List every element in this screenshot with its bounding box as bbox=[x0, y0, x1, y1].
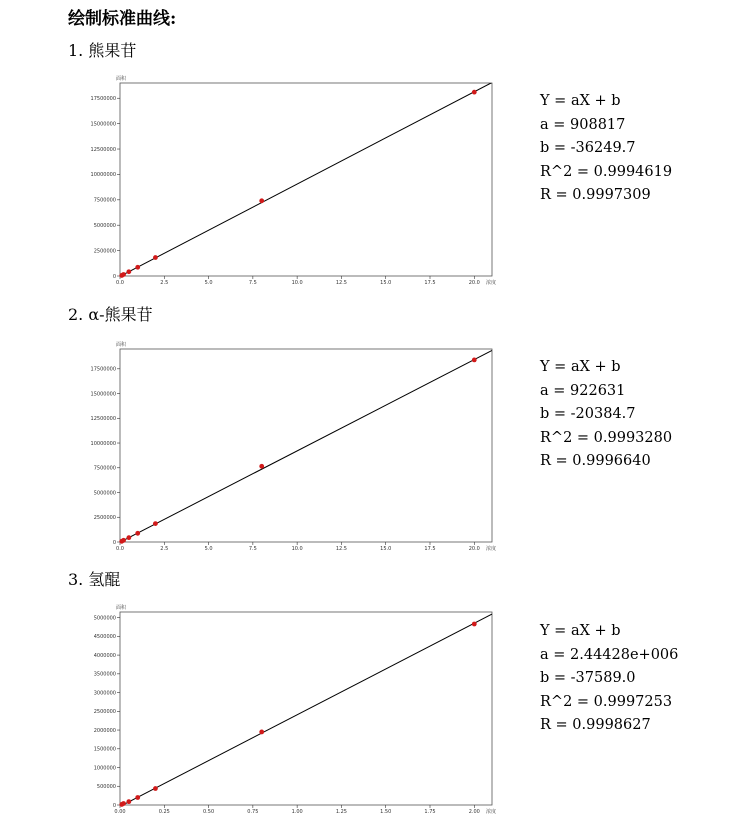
y-tick-label: 12500000 bbox=[90, 416, 116, 423]
y-tick-label: 500000 bbox=[96, 784, 116, 791]
stat-intercept: b = -36249.7 bbox=[540, 140, 636, 156]
y-tick-label: 2000000 bbox=[93, 727, 116, 734]
x-tick-label: 15.0 bbox=[380, 280, 392, 286]
x-axis-title: 浓度 bbox=[486, 280, 497, 286]
x-tick-label: 5.0 bbox=[204, 280, 213, 286]
section-heading-arbutin: 1. 熊果苷 bbox=[68, 41, 137, 60]
x-axis-title: 浓度 bbox=[486, 546, 497, 552]
chart-arbutin bbox=[86, 72, 506, 287]
data-point bbox=[259, 198, 264, 203]
y-tick-label: 17500000 bbox=[90, 366, 116, 373]
stats-alpha-arbutin bbox=[540, 356, 672, 474]
stat-r: R = 0.9997309 bbox=[540, 187, 651, 203]
y-tick-label: 0 bbox=[112, 273, 116, 280]
y-tick-label: 15000000 bbox=[90, 391, 116, 398]
x-tick-label: 2.5 bbox=[160, 280, 169, 286]
stat-slope: a = 2.44428e+006 bbox=[540, 646, 679, 663]
y-tick-label: 5000000 bbox=[93, 490, 116, 497]
stats-hydroquinone bbox=[540, 620, 678, 738]
stat-r-squared: R^2 = 0.9997253 bbox=[540, 693, 673, 710]
y-axis-title: 面积 bbox=[116, 605, 127, 611]
y-tick-label: 3500000 bbox=[93, 671, 116, 678]
y-tick-label: 4500000 bbox=[93, 634, 116, 641]
y-tick-label: 0 bbox=[112, 802, 116, 809]
stat-slope: a = 908817 bbox=[540, 116, 626, 133]
stat-r: R = 0.9998627 bbox=[540, 717, 651, 733]
y-tick-label: 4000000 bbox=[93, 652, 116, 659]
x-tick-label: 0.0 bbox=[116, 280, 124, 286]
data-point bbox=[153, 521, 158, 526]
chart-hydroquinone-svg bbox=[86, 601, 506, 816]
y-tick-label: 2500000 bbox=[93, 515, 116, 522]
y-tick-label: 1000000 bbox=[93, 765, 116, 772]
y-tick-label: 2500000 bbox=[93, 709, 116, 716]
data-point bbox=[472, 90, 477, 95]
data-point bbox=[135, 795, 140, 800]
x-tick-label: 17.5 bbox=[424, 546, 436, 552]
x-tick-label: 0.25 bbox=[158, 809, 170, 815]
y-tick-label: 3000000 bbox=[93, 690, 116, 697]
chart-hydroquinone bbox=[86, 601, 506, 816]
x-tick-label: 12.5 bbox=[335, 546, 347, 552]
data-point bbox=[153, 255, 158, 260]
x-tick-label: 5.0 bbox=[204, 546, 213, 552]
y-tick-label: 17500000 bbox=[90, 96, 116, 103]
section-heading-hydroquinone: 3. 氢醌 bbox=[68, 570, 121, 589]
y-tick-label: 0 bbox=[112, 539, 116, 546]
x-tick-label: 2.00 bbox=[468, 809, 480, 815]
data-point bbox=[135, 531, 140, 536]
data-point bbox=[126, 535, 131, 540]
y-tick-label: 1500000 bbox=[93, 746, 116, 753]
x-tick-label: 0.0 bbox=[116, 546, 124, 552]
data-point bbox=[126, 269, 131, 274]
y-tick-label: 2500000 bbox=[93, 248, 116, 255]
x-tick-label: 1.25 bbox=[335, 809, 347, 815]
x-tick-label: 10.0 bbox=[291, 546, 303, 552]
x-tick-label: 1.75 bbox=[424, 809, 436, 815]
y-tick-label: 12500000 bbox=[90, 146, 116, 153]
data-point bbox=[135, 265, 140, 270]
chart-arbutin-svg bbox=[86, 72, 506, 287]
data-point bbox=[472, 357, 477, 362]
x-tick-label: 0.00 bbox=[114, 809, 126, 815]
x-tick-label: 7.5 bbox=[248, 546, 257, 552]
y-tick-label: 7500000 bbox=[93, 197, 116, 204]
section-heading-alpha-arbutin: 2. α-熊果苷 bbox=[68, 305, 153, 324]
y-tick-label: 10000000 bbox=[90, 172, 116, 179]
chart-alpha-arbutin bbox=[86, 338, 506, 553]
stat-r-squared: R^2 = 0.9993280 bbox=[540, 429, 673, 446]
chart-alpha-arbutin-svg bbox=[86, 338, 506, 553]
stat-r-squared: R^2 = 0.9994619 bbox=[540, 163, 673, 180]
y-axis-title: 面积 bbox=[116, 76, 127, 82]
y-tick-label: 5000000 bbox=[93, 615, 116, 622]
x-tick-label: 1.50 bbox=[380, 809, 392, 815]
stat-equation: Y = aX + b bbox=[540, 93, 621, 109]
x-axis-title: 浓度 bbox=[486, 809, 497, 815]
data-point bbox=[121, 801, 126, 806]
data-point bbox=[126, 799, 131, 804]
y-tick-label: 5000000 bbox=[93, 223, 116, 230]
stat-intercept: b = -37589.0 bbox=[540, 670, 636, 686]
stat-r: R = 0.9996640 bbox=[540, 453, 651, 469]
y-axis-title: 面积 bbox=[116, 342, 127, 348]
data-point bbox=[259, 730, 264, 735]
x-tick-label: 20.0 bbox=[468, 546, 480, 552]
x-tick-label: 7.5 bbox=[248, 280, 257, 286]
stats-arbutin bbox=[540, 90, 672, 208]
y-tick-label: 10000000 bbox=[90, 440, 116, 447]
stat-intercept: b = -20384.7 bbox=[540, 406, 636, 422]
page-title: 绘制标准曲线: bbox=[68, 9, 177, 29]
data-point bbox=[153, 786, 158, 791]
x-tick-label: 17.5 bbox=[424, 280, 436, 286]
stat-slope: a = 922631 bbox=[540, 382, 626, 399]
x-tick-label: 0.50 bbox=[203, 809, 215, 815]
data-point bbox=[121, 538, 126, 543]
y-tick-label: 15000000 bbox=[90, 121, 116, 128]
stat-equation: Y = aX + b bbox=[540, 623, 621, 639]
x-tick-label: 12.5 bbox=[335, 280, 347, 286]
data-point bbox=[121, 272, 126, 277]
x-tick-label: 15.0 bbox=[380, 546, 392, 552]
x-tick-label: 20.0 bbox=[468, 280, 480, 286]
data-point bbox=[472, 622, 477, 627]
x-tick-label: 0.75 bbox=[247, 809, 259, 815]
x-tick-label: 2.5 bbox=[160, 546, 169, 552]
stat-equation: Y = aX + b bbox=[540, 359, 621, 375]
plot-frame bbox=[120, 612, 492, 805]
data-point bbox=[259, 464, 264, 469]
y-tick-label: 7500000 bbox=[93, 465, 116, 472]
x-tick-label: 10.0 bbox=[291, 280, 303, 286]
x-tick-label: 1.00 bbox=[291, 809, 303, 815]
